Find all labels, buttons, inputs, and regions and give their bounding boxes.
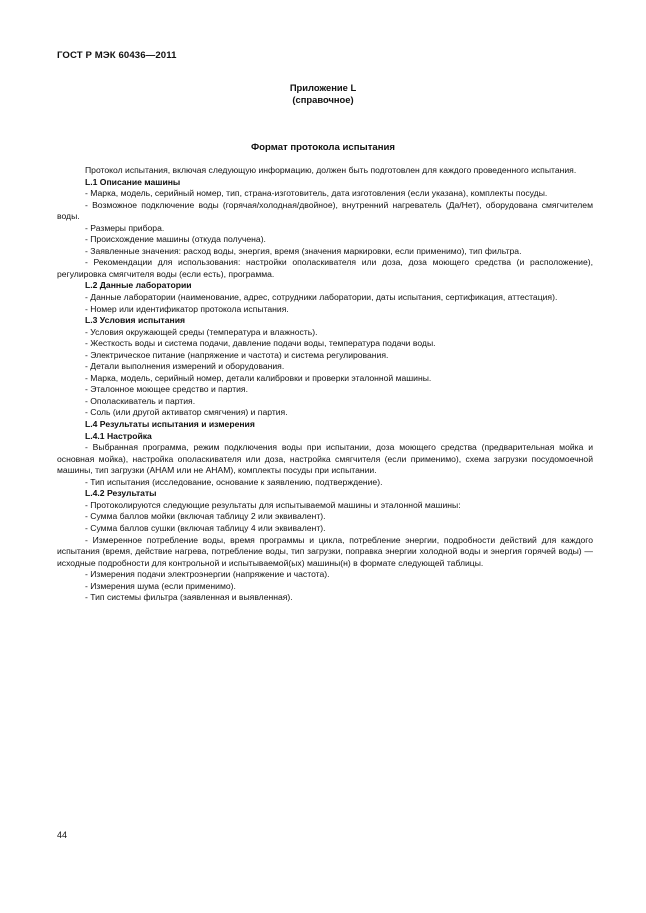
list-item: - Рекомендации для использования: настройки ополаскивателя или доза, доза моющего средства (и расположение), регулировка смягчителя воды (если есть), программа. bbox=[57, 257, 593, 279]
list-item: - Эталонное моющее средство и партия. bbox=[85, 384, 248, 395]
list-item: - Размеры прибора. bbox=[85, 222, 165, 233]
appendix-title: Приложение L bbox=[289, 82, 357, 93]
list-item: - Измерения подачи электроэнергии (напряжение и частота). bbox=[85, 569, 330, 580]
document-body bbox=[57, 165, 593, 604]
list-item: - Данные лаборатории (наименование, адрес, сотрудники лаборатории, даты испытания, сертификация, аттестация). bbox=[85, 292, 558, 303]
section-heading-l4: L.4 Результаты испытания и измерения bbox=[85, 419, 255, 430]
list-item: - Соль (или другой активатор смягчения) и партия. bbox=[85, 407, 288, 418]
list-item: - Марка, модель, серийный номер, тип, страна-изготовитель, дата изготовления (если указана), комплекты посуды. bbox=[85, 188, 548, 199]
list-item: - Тип системы фильтра (заявленная и выявленная). bbox=[85, 592, 293, 603]
section-heading-l4-1: L.4.1 Настройка bbox=[85, 430, 152, 441]
list-item: - Измерения шума (если применимо). bbox=[85, 580, 236, 591]
list-item: - Сумма баллов мойки (включая таблицу 2 или эквивалент). bbox=[85, 511, 326, 522]
list-item: - Протоколируются следующие результаты для испытываемой машины и эталонной машины: bbox=[85, 499, 461, 510]
appendix-subtitle: (справочное) bbox=[292, 94, 354, 105]
list-item: - Выбранная программа, режим подключения воды при испытании, доза моющего средства (предварительная мойка и основная мойка), настройка ополаскивателя или доза, настройка смягчителя (если применимо), схема загрузки посудомоечной машины, тип загрузки (АНАМ или не АНАМ), комплекты посуды при испытании. bbox=[57, 442, 593, 476]
section-heading-l3: L.3 Условия испытания bbox=[85, 315, 186, 326]
list-item: - Жесткость воды и система подачи, давление подачи воды, температура подачи воды. bbox=[85, 338, 436, 349]
appendix-heading bbox=[0, 82, 646, 106]
list-item: - Заявленные значения: расход воды, энергия, время (значения маркировки, если применимо), тип фильтра. bbox=[85, 245, 522, 256]
section-heading-l4-2: L.4.2 Результаты bbox=[85, 488, 157, 499]
list-item: - Происхождение машины (откуда получена). bbox=[85, 234, 266, 245]
list-item: - Тип испытания (исследование, основание к заявлению, подтверждение). bbox=[85, 476, 383, 487]
list-item: - Возможное подключение воды (горячая/холодная/двойное), внутренний нагреватель (Да/Нет), оборудована смягчителем воды. bbox=[57, 199, 593, 222]
page-number: 44 bbox=[57, 830, 68, 840]
list-item: - Детали выполнения измерений и оборудования. bbox=[85, 361, 285, 372]
list-item: - Номер или идентификатор протокола испытания. bbox=[85, 303, 289, 314]
list-item: - Марка, модель, серийный номер, детали калибровки и проверки эталонной машины. bbox=[85, 372, 432, 383]
section-heading-l1: L.1 Описание машины bbox=[85, 176, 181, 187]
list-item: - Измеренное потребление воды, время программы и цикла, потребление энергии, подробности действий для каждого испытания (время, действие нагрева, потребление воды, тип загрузки, поправка энергии холодной воды и энергия горячей воды) — исходные подробности для контрольной и испытываемой(ых) машины(н) в формате следующей таблицы. bbox=[57, 534, 593, 568]
standard-header: ГОСТ Р МЭК 60436—2011 bbox=[57, 50, 177, 61]
intro-paragraph: Протокол испытания, включая следующую информацию, должен быть подготовлен для каждого проведенного испытания. bbox=[85, 165, 577, 175]
section-heading-l2: L.2 Данные лаборатории bbox=[85, 280, 192, 291]
list-item: - Условия окружающей среды (температура и влажность). bbox=[85, 326, 318, 337]
list-item: - Сумма баллов сушки (включая таблицу 4 или эквивалент). bbox=[85, 522, 326, 533]
list-item: - Электрическое питание (напряжение и частота) и система регулирования. bbox=[85, 349, 389, 360]
document-title: Формат протокола испытания bbox=[250, 142, 396, 153]
list-item: - Ополаскиватель и партия. bbox=[85, 395, 196, 406]
